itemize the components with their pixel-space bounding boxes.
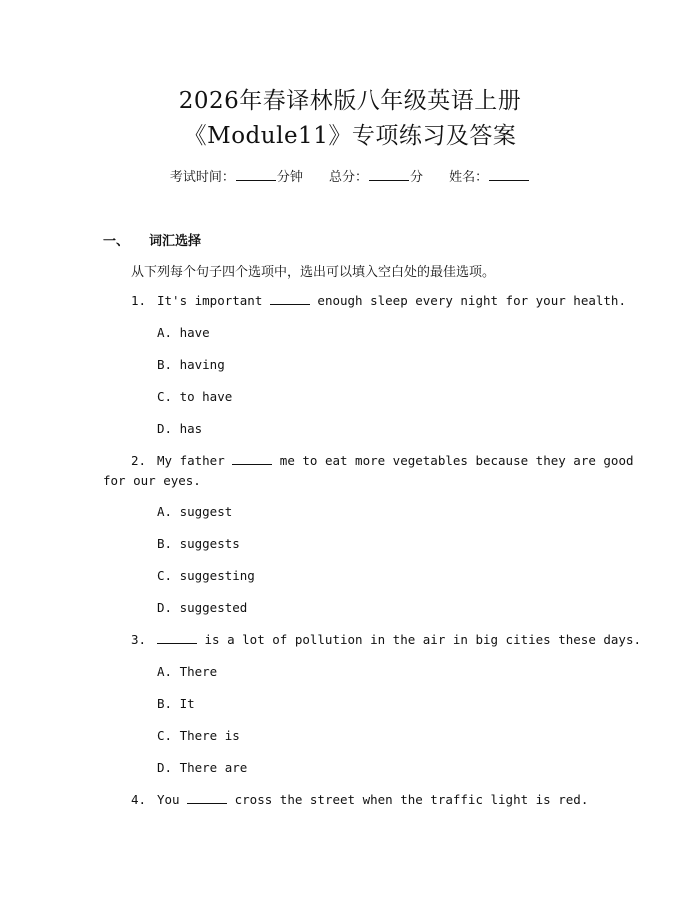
exam-name-blank (489, 168, 529, 181)
exam-score (329, 168, 423, 187)
section-number: 一、 (103, 234, 130, 249)
option-c: C. suggesting (157, 568, 255, 584)
exam-time-blank (236, 168, 276, 181)
document-title-line-2: 《Module11》专项练习及答案 (183, 123, 517, 149)
question-text-after-blank: enough sleep every night for your health. (309, 293, 626, 308)
option-c: C. to have (157, 388, 233, 404)
question-number: 3. (131, 632, 147, 647)
question-text-before-blank: You (157, 791, 188, 807)
question-text (157, 792, 588, 808)
answer-blank (157, 632, 197, 644)
exam-score-label: 总分： (328, 170, 368, 185)
option-c: C. There is (157, 727, 240, 743)
document-title-line-1: 2026年春译林版八年级英语上册 (178, 88, 522, 114)
option-b: B. having (157, 356, 225, 372)
question-number: 1. (131, 293, 147, 308)
section-title: 词汇选择 (149, 234, 202, 249)
option-d: D. suggested (157, 600, 248, 616)
question-text-after-blank: is a lot of pollution in the air in big cities these days. (197, 632, 642, 647)
question-number: 4. (131, 791, 147, 807)
question-number: 2. (131, 452, 147, 468)
question-text (157, 632, 641, 648)
exam-score-unit: 分 (410, 170, 424, 185)
exam-info (0, 168, 700, 187)
answer-blank (187, 792, 227, 804)
question-text-before-blank: My father (157, 452, 233, 468)
exam-time-unit: 分钟 (276, 170, 303, 185)
option-b: B. suggests (157, 536, 240, 552)
option-b: B. It (157, 695, 195, 711)
question-text-before-blank: It's important (157, 293, 270, 308)
section-instruction: 从下列每个句子四个选项中，选出可以填入空白处的最佳选项。 (131, 265, 496, 280)
exam-name-label: 姓名： (449, 170, 489, 185)
question-text (157, 453, 634, 469)
answer-blank (232, 453, 272, 465)
exam-time (170, 168, 303, 187)
option-a: A. have (157, 324, 210, 340)
option-a: A. suggest (157, 504, 233, 520)
answer-blank (270, 293, 310, 305)
exam-time-label: 考试时间： (169, 170, 235, 185)
option-d: D. There are (157, 759, 248, 775)
section-heading (103, 230, 201, 249)
question-text (157, 293, 626, 309)
exam-score-blank (369, 168, 409, 181)
option-d: D. has (157, 420, 203, 436)
question-text-after-blank: me to eat more vegetables because they are good (272, 452, 634, 468)
question-text-after-blank: cross the street when the traffic light is red. (227, 791, 589, 807)
question-text-continuation: for our eyes. (103, 472, 201, 488)
option-a: A. There (157, 663, 218, 679)
exam-name (449, 168, 530, 187)
